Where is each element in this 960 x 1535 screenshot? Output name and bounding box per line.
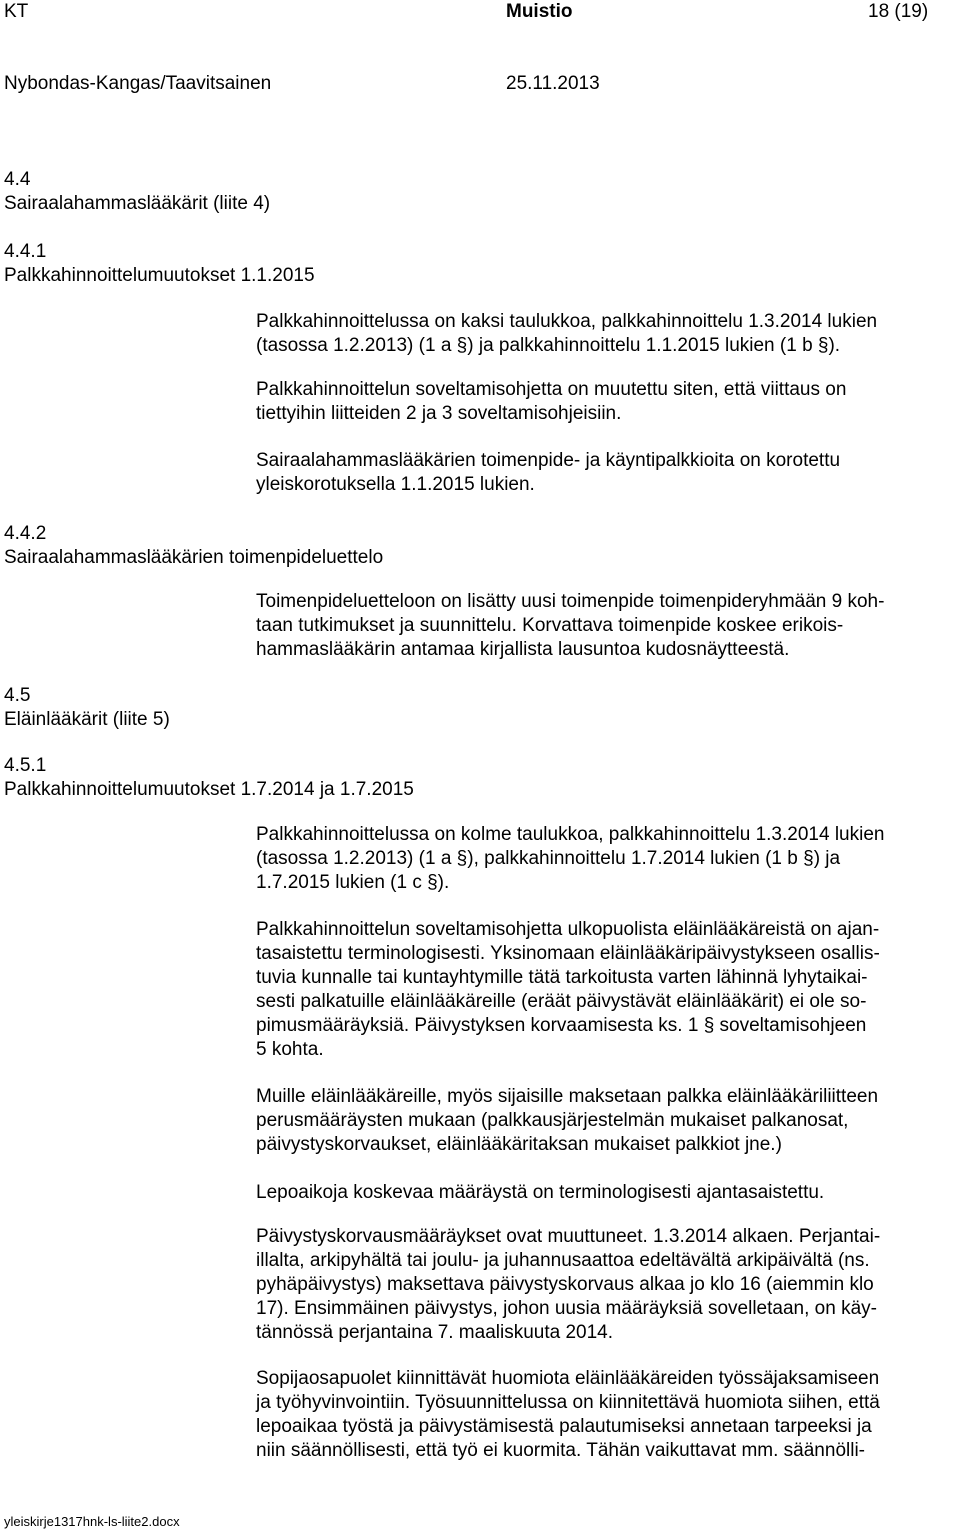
paragraph-salary-tables-4-4 [256, 310, 956, 358]
text-line: tiettyihin liitteiden 2 ja 3 soveltamisohjeisiin. [256, 403, 622, 424]
text-line: Palkkahinnoittelussa on kolme taulukkoa, palkkahinnoittelu 1.3.2014 lukien [256, 824, 885, 845]
text-line: pimusmääräyksiä. Päivystyksen korvaamisesta ks. 1 § soveltamisohjeen [256, 1015, 867, 1036]
text-line: Palkkahinnoittelussa on kaksi taulukkoa, palkkahinnoittelu 1.3.2014 lukien [256, 311, 878, 332]
section-title: Sairaalahammaslääkärien toimenpideluettelo [4, 547, 384, 568]
text-line: Muille eläinlääkäreille, myös sijaisille maksetaan palkka eläinlääkäriliitteen [256, 1086, 879, 1107]
text-line: Lepoaikoja koskevaa määräystä on terminologisesti ajantasaistettu. [256, 1182, 825, 1203]
section-title: Palkkahinnoittelumuutokset 1.7.2014 ja 1.7.2015 [4, 779, 414, 800]
section-heading-4-5 [4, 684, 170, 732]
paragraph-rest-periods [256, 1181, 956, 1205]
section-title: Sairaalahammaslääkärit (liite 4) [4, 193, 271, 214]
section-heading-4-4 [4, 168, 270, 216]
section-number: 4.4.1 [4, 241, 47, 262]
text-line: Sairaalahammaslääkärien toimenpide- ja käyntipalkkioita on korotettu [256, 450, 841, 471]
section-number: 4.4.2 [4, 523, 47, 544]
text-line: (tasossa 1.2.2013) (1 a §), palkkahinnoittelu 1.7.2014 lukien (1 b §) ja [256, 848, 841, 869]
section-title: Palkkahinnoittelumuutokset 1.1.2015 [4, 265, 315, 286]
paragraph-application-guide [256, 378, 956, 426]
section-number: 4.5.1 [4, 755, 47, 776]
text-line: tuvia kunnalle tai kuntayhtymille tätä tarkoitusta varten lähinnä lyhytaikai- [256, 967, 868, 988]
text-line: Palkkahinnoittelun soveltamisohjetta ulkopuolista eläinlääkäreistä on ajan- [256, 919, 880, 940]
document-date: 25.11.2013 [506, 73, 600, 94]
document-author: Nybondas-Kangas/Taavitsainen [4, 73, 272, 94]
text-line: taan tutkimukset ja suunnittelu. Korvattava toimenpide koskee erikois- [256, 615, 844, 636]
text-line: yleiskorotuksella 1.1.2015 lukien. [256, 474, 535, 495]
text-line: hammaslääkärin antamaa kirjallista lausuntoa kudosnäytteestä. [256, 639, 790, 660]
section-title: Eläinlääkärit (liite 5) [4, 709, 170, 730]
text-line: (tasossa 1.2.2013) (1 a §) ja palkkahinnoittelu 1.1.2015 lukien (1 b §). [256, 335, 841, 356]
text-line: ja työhyvinvointiin. Työsuunnittelussa on kiinnitettävä huomiota siihen, että [256, 1392, 880, 1413]
section-heading-4-4-2 [4, 522, 383, 570]
text-line: illalta, arkipyhältä tai joulu- ja juhannusaattoa edeltävältä arkipäivältä (ns. [256, 1250, 870, 1271]
text-line: Toimenpideluetteloon on lisätty uusi toimenpide toimenpideryhmään 9 koh- [256, 591, 885, 612]
header-org: KT [4, 1, 29, 22]
text-line: tasaistettu terminologisesti. Yksinomaan eläinlääkäripäivystykseen osallis- [256, 943, 880, 964]
text-line: Palkkahinnoittelun soveltamisohjetta on muutettu siten, että viittaus on [256, 379, 847, 400]
text-line: Päivystyskorvausmääräykset ovat muuttuneet. 1.3.2014 alkaen. Perjantai- [256, 1226, 881, 1247]
page-number: 18 (19) [868, 1, 929, 22]
paragraph-procedure-list [256, 590, 956, 662]
text-line: lepoaikaa työstä ja päivystämisestä palautumiseksi annetaan tarpeeksi ja [256, 1416, 872, 1437]
text-line: tännössä perjantaina 7. maaliskuuta 2014. [256, 1322, 614, 1343]
text-line: 17). Ensimmäinen päivystys, johon uusia määräyksiä sovelletaan, on käy- [256, 1298, 877, 1319]
text-line: perusmääräysten mukaan (palkkausjärjestelmän mukaiset palkanosat, [256, 1110, 849, 1131]
text-line: päivystyskorvaukset, eläinlääkäritaksan mukaiset palkkiot jne.) [256, 1134, 782, 1155]
section-number: 4.4 [4, 169, 31, 190]
text-line: 5 kohta. [256, 1039, 324, 1060]
section-number: 4.5 [4, 685, 31, 706]
text-line: 1.7.2015 lukien (1 c §). [256, 872, 450, 893]
footer-filename: yleiskirje1317hnk-ls-liite2.docx [4, 1514, 180, 1529]
paragraph-on-call-compensation [256, 1225, 956, 1345]
paragraph-other-veterinarians [256, 1085, 956, 1157]
section-heading-4-5-1 [4, 754, 414, 802]
text-line: sesti palkatuille eläinlääkäreille (eräät päivystävät eläinlääkärit) ei ole so- [256, 991, 867, 1012]
paragraph-terminology-update [256, 918, 956, 1062]
section-heading-4-4-1 [4, 240, 315, 288]
text-line: pyhäpäivystys) maksettava päivystyskorvaus alkaa jo klo 16 (aiemmin klo [256, 1274, 874, 1295]
text-line: Sopijaosapuolet kiinnittävät huomiota eläinlääkäreiden työssäjaksamiseen [256, 1368, 880, 1389]
paragraph-wellbeing [256, 1367, 956, 1463]
document-title: Muistio [506, 1, 573, 22]
paragraph-fee-increase [256, 449, 956, 497]
text-line: niin säännöllisesti, että työ ei kuormita. Tähän vaikuttavat mm. säännölli- [256, 1440, 866, 1461]
paragraph-salary-tables-4-5 [256, 823, 956, 895]
